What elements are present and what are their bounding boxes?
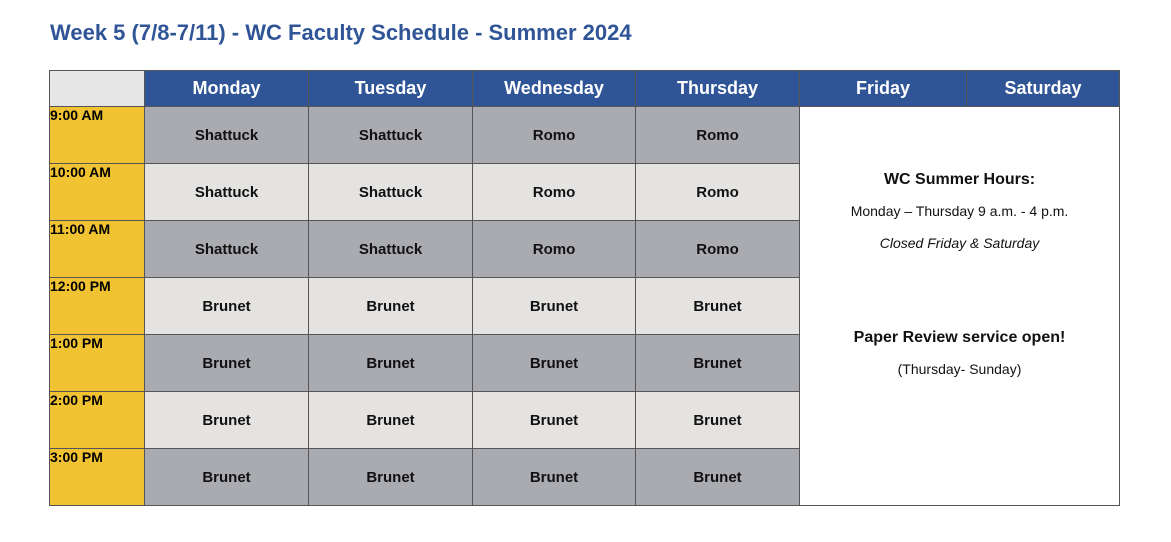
schedule-cell: Shattuck (309, 164, 473, 221)
day-header-friday: Friday (800, 71, 967, 107)
schedule-cell: Brunet (145, 392, 309, 449)
schedule-cell: Romo (636, 164, 800, 221)
schedule-cell: Shattuck (309, 107, 473, 164)
header-row (50, 71, 1120, 107)
page-title: Week 5 (7/8-7/11) - WC Faculty Schedule - Summer 2024 (50, 20, 632, 45)
schedule-cell: Brunet (145, 449, 309, 506)
time-label: 2:00 PM (50, 392, 145, 449)
corner-cell (50, 71, 145, 107)
time-label: 10:00 AM (50, 164, 145, 221)
schedule-cell: Romo (473, 221, 636, 278)
schedule-cell: Romo (636, 107, 800, 164)
schedule-cell: Romo (636, 221, 800, 278)
schedule-cell: Shattuck (309, 221, 473, 278)
day-header-wednesday: Wednesday (473, 71, 636, 107)
summer-hours-line: Monday – Thursday 9 a.m. - 4 p.m. (850, 203, 1069, 219)
schedule-cell: Brunet (636, 278, 800, 335)
time-label: 11:00 AM (50, 221, 145, 278)
table-row (50, 107, 1120, 164)
time-label: 9:00 AM (50, 107, 145, 164)
schedule-cell: Shattuck (145, 107, 309, 164)
day-header-monday: Monday (145, 71, 309, 107)
schedule-cell: Brunet (309, 278, 473, 335)
paper-review-heading: Paper Review service open! (853, 329, 1066, 346)
time-label: 3:00 PM (50, 449, 145, 506)
day-header-tuesday: Tuesday (309, 71, 473, 107)
schedule-cell: Shattuck (145, 221, 309, 278)
schedule-cell: Brunet (636, 392, 800, 449)
schedule-cell: Brunet (309, 392, 473, 449)
schedule-cell: Brunet (145, 335, 309, 392)
day-header-saturday: Saturday (967, 71, 1120, 107)
day-header-thursday: Thursday (636, 71, 800, 107)
time-label: 1:00 PM (50, 335, 145, 392)
schedule-cell: Brunet (473, 449, 636, 506)
hours-info-panel (800, 107, 1120, 506)
schedule-cell: Brunet (145, 278, 309, 335)
schedule-cell: Shattuck (145, 164, 309, 221)
schedule-cell: Brunet (473, 278, 636, 335)
schedule-cell: Brunet (473, 392, 636, 449)
schedule-cell: Romo (473, 107, 636, 164)
schedule-cell: Romo (473, 164, 636, 221)
schedule-cell: Brunet (309, 335, 473, 392)
schedule-cell: Brunet (473, 335, 636, 392)
schedule-table (49, 70, 1120, 506)
schedule-cell: Brunet (636, 335, 800, 392)
time-label: 12:00 PM (50, 278, 145, 335)
schedule-cell: Brunet (636, 449, 800, 506)
closed-days-line: Closed Friday & Saturday (879, 235, 1040, 251)
schedule-cell: Brunet (309, 449, 473, 506)
summer-hours-heading: WC Summer Hours: (883, 171, 1036, 188)
paper-review-days: (Thursday- Sunday) (897, 361, 1022, 377)
